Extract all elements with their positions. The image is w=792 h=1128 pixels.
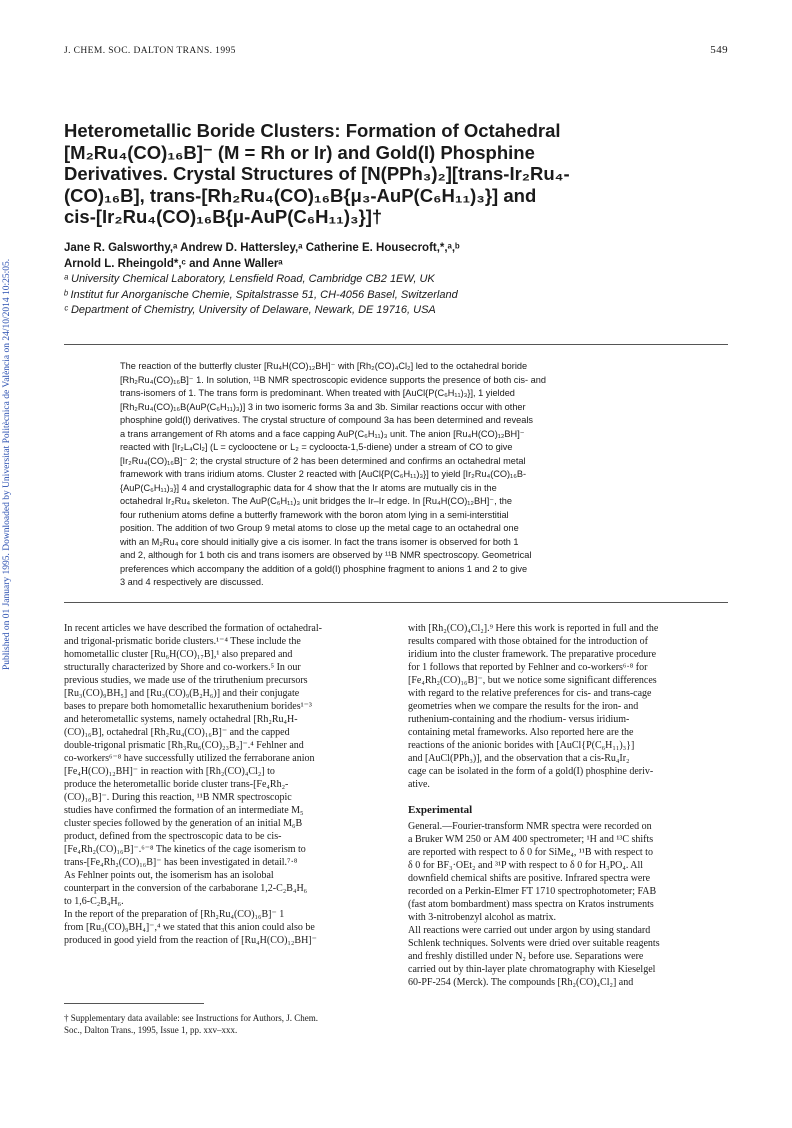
- abstract-line: phosphine gold(I) derivatives. The crystal structure of compound 3a has been determined and reveals: [120, 415, 533, 425]
- right-column: [408, 622, 728, 989]
- body-line: produce the heterometallic boride cluster trans-[Fe₄Rh₂-: [64, 779, 289, 790]
- title-line: Derivatives. Crystal Structures of [N(PPh₃)₂][trans-Ir₂Ru₄-: [64, 163, 570, 184]
- abstract-line: a trans arrangement of Rh atoms and a face capping AuP(C₆H₁₁)₃ unit. The anion [Ru₄H(CO)₁₂BH]⁻: [120, 428, 525, 439]
- body-line: trans-[Fe₄Rh₂(CO)₁₆B]⁻ has been investigated in detail.⁷·⁸: [64, 857, 298, 868]
- body-line: produced in good yield from the reaction of [Ru₄H(CO)₁₂BH]⁻: [64, 935, 317, 946]
- body-line: and trigonal-prismatic boride clusters.¹⁻⁴ These include the: [64, 636, 301, 647]
- experimental-heading: Experimental: [408, 804, 473, 816]
- body-line: 60-PF-254 (Merck). The compounds [Rh₂(CO)₄Cl₂] and: [408, 977, 634, 988]
- abstract-line: [Rh₂Ru₄(CO)₁₆B]⁻ 1. In solution, ¹¹B NMR spectroscopic evidence supports the presence of both cis- and: [120, 374, 546, 385]
- body-line: with [Rh₂(CO)₄Cl₂].⁹ Here this work is reported in full and the: [408, 623, 659, 634]
- abstract-line: octahedral Ir₂Ru₄ skeleton. The AuP(C₆H₁₁)₃ unit bridges the Ir–Ir edge. In [Ru₄H(CO)₁₂BH]⁻, the: [120, 496, 512, 506]
- body-line: a Bruker WM 250 or AM 400 spectrometer; ¹H and ¹³C shifts: [408, 834, 654, 845]
- body-line: with 3-nitrobenzyl alcohol as matrix.: [408, 912, 557, 923]
- body-line: (fast atom bombardment) mass spectra on Kratos instruments: [408, 899, 654, 910]
- body-line: bases to prepare both homometallic hexaruthenium borides¹⁻³: [64, 701, 312, 712]
- abstract-line: [Ir₂Ru₄(CO)₁₆B]⁻ 2; the crystal structure of 2 has been determined and confirms an octahedral metal: [120, 455, 526, 466]
- body-line: ative.: [408, 779, 430, 790]
- body-line: previous studies, we made use of the triruthenium precursors: [64, 675, 308, 686]
- body-line: [Ru₃(CO)₉BH₅] and [Ru₃(CO)₉(B₂H₆)] and their conjugate: [64, 688, 300, 699]
- abstract-line: position. The addition of two Group 9 metal atoms to close up the metal cage to an octahedral one: [120, 523, 519, 533]
- body-line: [Fe₄Rh₂(CO)₁₆B]⁻, but we notice some significant differences: [408, 675, 657, 686]
- left-column: [64, 622, 384, 947]
- body-line: product, defined from the spectroscopic data to be cis-: [64, 831, 282, 842]
- body-line: and [AuCl(PPh₃)], and the observation that a cis-Ru₄Ir₂: [408, 753, 630, 764]
- body-line: All reactions were carried out under argon by using standard: [408, 925, 651, 936]
- author-line: Jane R. Galsworthy,ᵃ Andrew D. Hattersley,ᵃ Catherine E. Housecroft,*,ᵃ,ᵇ: [64, 242, 460, 254]
- footnote-line: Soc., Dalton Trans., 1995, Issue 1, pp. xxv–xxx.: [64, 1025, 238, 1035]
- author-list: [64, 240, 728, 272]
- title-line: [M₂Ru₄(CO)₁₆B]⁻ (M = Rh or Ir) and Gold(I) Phosphine: [64, 141, 535, 163]
- body-line: cage can be isolated in the form of a gold(I) phosphine deriv-: [408, 766, 654, 777]
- affiliation-list: [64, 272, 728, 319]
- abstract-line: four ruthenium atoms define a butterfly framework with the boron atom lying in a semi-interstitial: [120, 509, 509, 520]
- body-line: to 1,6-C₂B₄H₆.: [64, 896, 124, 907]
- download-watermark: [2, 200, 16, 670]
- body-line: In the report of the preparation of [Rh₂Ru₄(CO)₁₆B]⁻ 1: [64, 909, 285, 920]
- body-line: In recent articles we have described the formation of octahedral-: [64, 623, 322, 634]
- abstract-line: [Rh₂Ru₄(CO)₁₆B(AuP(C₆H₁₁)₃)] 3 in two isomeric forms 3a and 3b. Similar reactions occur with other: [120, 401, 526, 412]
- body-line: General.—Fourier-transform NMR spectra were recorded on: [408, 821, 652, 832]
- affiliation: ᶜ Department of Chemistry, University of Delaware, Newark, DE 19716, USA: [64, 304, 436, 316]
- body-line: studies have confirmed the formation of an intermediate M₅: [64, 805, 304, 816]
- body-line: As Fehlner points out, the isomerism has an isolobal: [64, 870, 274, 881]
- article-title: [64, 120, 728, 228]
- abstract-divider: [64, 602, 728, 603]
- body-line: homometallic cluster [Ru₆H(CO)₁₇B],¹ also prepared and: [64, 649, 293, 660]
- download-notice: Published on 01 January 1995. Downloaded by Universitat Politècnica de València on 24/10/2014 10:25:05.: [2, 258, 12, 670]
- body-line: are reported with respect to δ 0 for SiMe₄, ¹¹B with respect to: [408, 847, 653, 858]
- title-line: Heterometallic Boride Clusters: Formation of Octahedral: [64, 120, 561, 141]
- body-line: structurally characterized by Shore and co-workers.⁵ In our: [64, 662, 301, 673]
- abstract: [120, 360, 680, 590]
- abstract-line: with an M₂Ru₄ core should initially give a cis isomer. In fact the trans isomer is observed for both 1: [120, 536, 519, 547]
- body-line: from [Ru₃(CO)₉BH₄]⁻,⁴ we stated that this anion could also be: [64, 922, 315, 933]
- title-line: cis-[Ir₂Ru₄(CO)₁₆B{μ-AuP(C₆H₁₁)₃}]†: [64, 206, 383, 227]
- affiliation: ᵇ Institut fur Anorganische Chemie, Spitalstrasse 51, CH-4056 Basel, Switzerland: [64, 288, 458, 301]
- body-line: and freshly distilled under N₂ before use. Separations were: [408, 951, 644, 962]
- author-line: Arnold L. Rheingold*,ᶜ and Anne Wallerᵃ: [64, 258, 283, 270]
- body-line: ruthenium-containing and the rhodium- versus iridium-: [408, 714, 630, 725]
- body-line: containing metal frameworks. Also reported here are the: [408, 727, 634, 738]
- body-line: cluster species followed by the generation of an initial M₆B: [64, 818, 303, 829]
- body-line: for 1 follows that reported by Fehlner and co-workers⁶·⁸ for: [408, 662, 648, 673]
- page-number: 549: [710, 44, 728, 56]
- body-line: recorded on a Perkin-Elmer FT 1710 spectrophotometer; FAB: [408, 886, 657, 897]
- body-line: geometries when we compare the results for the iron- and: [408, 701, 639, 712]
- body-line: downfield chemical shifts are positive. Infrared spectra were: [408, 873, 651, 884]
- abstract-line: reacted with [Ir₂L₄Cl₂] (L = cyclooctene or L₂ = cycloocta-1,5-diene) under a stream of CO to give: [120, 442, 513, 452]
- body-line: double-trigonal prismatic [Rh₃Ru₆(CO)₂₃B₂]⁻.⁴ Fehlner and: [64, 740, 304, 751]
- footnote-line: † Supplementary data available: see Instructions for Authors, J. Chem.: [64, 1013, 318, 1023]
- body-line: reactions of the anionic borides with [AuCl{P(C₆H₁₁)₃}]: [408, 740, 635, 751]
- supplementary-footnote: [64, 1012, 384, 1036]
- body-line: [Fe₄H(CO)₁₂BH]⁻ in reaction with [Rh₂(CO)₄Cl₂] to: [64, 766, 275, 777]
- body-line: δ 0 for BF₃·OEt₂ and ³¹P with respect to δ 0 for H₃PO₄. All: [408, 860, 644, 871]
- abstract-line: {AuP(C₆H₁₁)₃}] 4 and crystallographic data for 4 show that the Ir atoms are mutually cis in the: [120, 482, 497, 493]
- body-line: Schlenk techniques. Solvents were dried over suitable reagents: [408, 938, 660, 949]
- body-line: co-workers⁶⁻⁸ have successfully utilized the ferraborane anion: [64, 753, 315, 764]
- abstract-line: preferences which accompany the addition of a gold(I) phosphine fragment to anions 1 and 2 to give: [120, 563, 528, 574]
- abstract-line: trans-isomers of 1. The trans form is predominant. When treated with [AuCl{P(C₆H₁₁)₃}], 1 yielded: [120, 388, 515, 398]
- body-line: carried out by thin-layer plate chromatography with Kieselgel: [408, 964, 656, 975]
- body-line: with regard to the relative preferences for cis- and trans-cage: [408, 688, 652, 699]
- abstract-line: framework with trans iridium atoms. Cluster 2 reacted with [AuCl{P(C₆H₁₁)₃}] to yield [Ir₂Ru₄(CO)₁₆B-: [120, 469, 527, 479]
- top-divider: [64, 344, 728, 345]
- abstract-line: 3 and 4 respectively are discussed.: [120, 577, 264, 587]
- body-line: and heterometallic systems, namely octahedral [Rh₂Ru₄H-: [64, 714, 298, 725]
- body-line: counterpart in the conversion of the carbaborane 1,2-C₂B₄H₆: [64, 883, 308, 894]
- body-line: iridium into the cluster framework. The preparative procedure: [408, 649, 657, 660]
- abstract-line: The reaction of the butterfly cluster [Ru₄H(CO)₁₂BH]⁻ with [Rh₂(CO)₄Cl₂] led to the octahedral boride: [120, 361, 528, 371]
- body-line: (CO)₁₆B]⁻. During this reaction, ¹¹B NMR spectroscopic: [64, 792, 292, 803]
- body-line: results compared with those obtained for the introduction of: [408, 636, 648, 647]
- running-head: [64, 46, 728, 60]
- body-line: (CO)₁₆B], octahedral [Rh₂Ru₄(CO)₁₆B]⁻ and the capped: [64, 727, 290, 738]
- abstract-line: and 2, although for 1 both cis and trans isomers are observed by ¹¹B NMR spectroscopy. Geometrical: [120, 550, 532, 560]
- affiliation: ᵃ University Chemical Laboratory, Lensfield Road, Cambridge CB2 1EW, UK: [64, 273, 435, 285]
- body-line: [Fe₄Rh₂(CO)₁₆B]⁻.⁶⁻⁸ The kinetics of the cage isomerism to: [64, 844, 306, 855]
- footnote-divider: [64, 1003, 204, 1004]
- journal-name: J. CHEM. SOC. DALTON TRANS. 1995: [64, 46, 236, 56]
- title-line: (CO)₁₆B], trans-[Rh₂Ru₄(CO)₁₆B{μ₃-AuP(C₆H₁₁)₃}] and: [64, 184, 537, 206]
